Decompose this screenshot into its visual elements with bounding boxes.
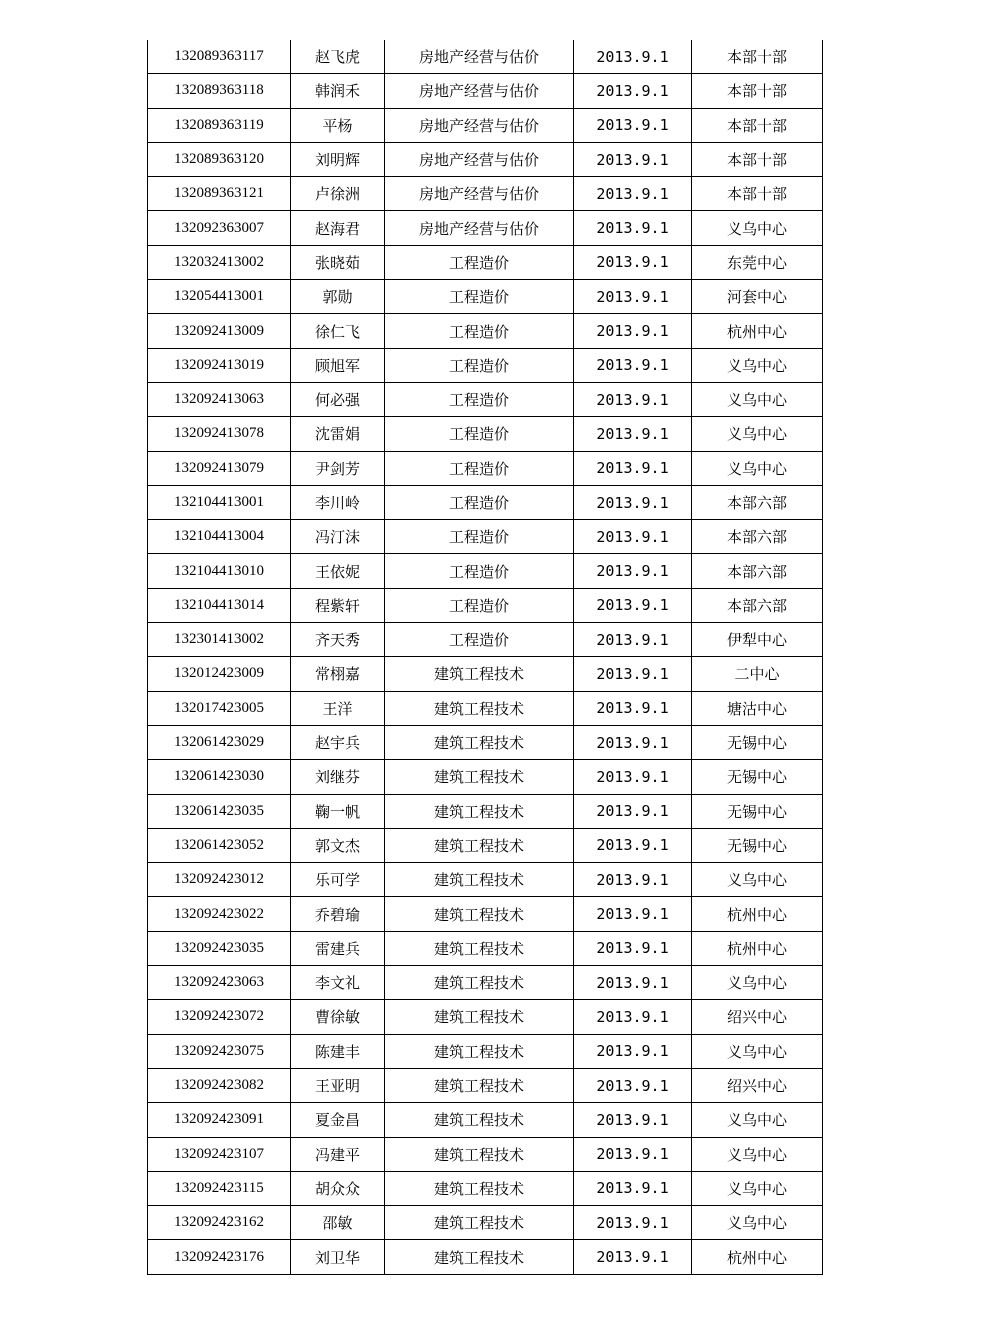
major-cell: 工程造价 bbox=[385, 451, 574, 485]
major-cell: 建筑工程技术 bbox=[385, 828, 574, 862]
table-row bbox=[148, 1171, 823, 1205]
major-cell: 建筑工程技术 bbox=[385, 760, 574, 794]
table-row bbox=[148, 966, 823, 1000]
enrollment-date-cell: 2013.9.1 bbox=[574, 1137, 692, 1171]
study-center-cell: 二中心 bbox=[692, 657, 823, 691]
table-row bbox=[148, 40, 823, 74]
student-name-cell: 徐仁飞 bbox=[291, 314, 385, 348]
student-name-cell: 刘卫华 bbox=[291, 1240, 385, 1274]
student-id-cell: 132089363118 bbox=[148, 74, 291, 108]
student-id-cell: 132092423091 bbox=[148, 1103, 291, 1137]
enrollment-date-cell: 2013.9.1 bbox=[574, 142, 692, 176]
table-row bbox=[148, 725, 823, 759]
student-id-cell: 132092423082 bbox=[148, 1068, 291, 1102]
major-cell: 建筑工程技术 bbox=[385, 794, 574, 828]
student-name-cell: 沈雷娟 bbox=[291, 417, 385, 451]
student-name-cell: 尹剑芳 bbox=[291, 451, 385, 485]
major-cell: 建筑工程技术 bbox=[385, 966, 574, 1000]
enrollment-date-cell: 2013.9.1 bbox=[574, 691, 692, 725]
student-roster-sheet bbox=[147, 40, 822, 1275]
table-row bbox=[148, 1137, 823, 1171]
table-row bbox=[148, 74, 823, 108]
student-name-cell: 郭勋 bbox=[291, 280, 385, 314]
student-name-cell: 程紫轩 bbox=[291, 588, 385, 622]
student-id-cell: 132301413002 bbox=[148, 623, 291, 657]
major-cell: 建筑工程技术 bbox=[385, 657, 574, 691]
table-row bbox=[148, 382, 823, 416]
major-cell: 工程造价 bbox=[385, 417, 574, 451]
table-row bbox=[148, 485, 823, 519]
table-row bbox=[148, 931, 823, 965]
student-id-cell: 132012423009 bbox=[148, 657, 291, 691]
major-cell: 工程造价 bbox=[385, 623, 574, 657]
student-name-cell: 王洋 bbox=[291, 691, 385, 725]
enrollment-date-cell: 2013.9.1 bbox=[574, 108, 692, 142]
enrollment-date-cell: 2013.9.1 bbox=[574, 314, 692, 348]
table-row bbox=[148, 142, 823, 176]
student-id-cell: 132104413014 bbox=[148, 588, 291, 622]
enrollment-date-cell: 2013.9.1 bbox=[574, 177, 692, 211]
major-cell: 建筑工程技术 bbox=[385, 897, 574, 931]
student-name-cell: 王依妮 bbox=[291, 554, 385, 588]
major-cell: 工程造价 bbox=[385, 382, 574, 416]
student-id-cell: 132089363121 bbox=[148, 177, 291, 211]
study-center-cell: 无锡中心 bbox=[692, 760, 823, 794]
enrollment-date-cell: 2013.9.1 bbox=[574, 1000, 692, 1034]
table-row bbox=[148, 245, 823, 279]
enrollment-date-cell: 2013.9.1 bbox=[574, 1103, 692, 1137]
student-name-cell: 赵宇兵 bbox=[291, 725, 385, 759]
major-cell: 建筑工程技术 bbox=[385, 931, 574, 965]
student-id-cell: 132092413019 bbox=[148, 348, 291, 382]
study-center-cell: 塘沽中心 bbox=[692, 691, 823, 725]
major-cell: 工程造价 bbox=[385, 280, 574, 314]
student-id-cell: 132092423107 bbox=[148, 1137, 291, 1171]
major-cell: 工程造价 bbox=[385, 314, 574, 348]
major-cell: 房地产经营与估价 bbox=[385, 211, 574, 245]
student-id-cell: 132092423176 bbox=[148, 1240, 291, 1274]
student-name-cell: 韩润禾 bbox=[291, 74, 385, 108]
enrollment-date-cell: 2013.9.1 bbox=[574, 40, 692, 74]
enrollment-date-cell: 2013.9.1 bbox=[574, 1206, 692, 1240]
student-name-cell: 刘继芬 bbox=[291, 760, 385, 794]
study-center-cell: 无锡中心 bbox=[692, 725, 823, 759]
enrollment-date-cell: 2013.9.1 bbox=[574, 863, 692, 897]
student-name-cell: 平杨 bbox=[291, 108, 385, 142]
table-row bbox=[148, 314, 823, 348]
student-name-cell: 陈建丰 bbox=[291, 1034, 385, 1068]
enrollment-date-cell: 2013.9.1 bbox=[574, 245, 692, 279]
table-row bbox=[148, 1034, 823, 1068]
student-id-cell: 132092423162 bbox=[148, 1206, 291, 1240]
student-id-cell: 132092423035 bbox=[148, 931, 291, 965]
major-cell: 工程造价 bbox=[385, 588, 574, 622]
student-name-cell: 顾旭军 bbox=[291, 348, 385, 382]
enrollment-date-cell: 2013.9.1 bbox=[574, 1034, 692, 1068]
study-center-cell: 绍兴中心 bbox=[692, 1000, 823, 1034]
enrollment-date-cell: 2013.9.1 bbox=[574, 348, 692, 382]
study-center-cell: 本部六部 bbox=[692, 588, 823, 622]
student-name-cell: 齐天秀 bbox=[291, 623, 385, 657]
study-center-cell: 义乌中心 bbox=[692, 1206, 823, 1240]
table-row bbox=[148, 1000, 823, 1034]
major-cell: 建筑工程技术 bbox=[385, 691, 574, 725]
student-name-cell: 郭文杰 bbox=[291, 828, 385, 862]
study-center-cell: 本部六部 bbox=[692, 485, 823, 519]
table-row bbox=[148, 588, 823, 622]
table-row bbox=[148, 760, 823, 794]
major-cell: 工程造价 bbox=[385, 245, 574, 279]
roster-table-body bbox=[148, 40, 823, 1274]
student-id-cell: 132061423030 bbox=[148, 760, 291, 794]
enrollment-date-cell: 2013.9.1 bbox=[574, 1171, 692, 1205]
table-row bbox=[148, 1240, 823, 1274]
major-cell: 建筑工程技术 bbox=[385, 863, 574, 897]
enrollment-date-cell: 2013.9.1 bbox=[574, 520, 692, 554]
study-center-cell: 杭州中心 bbox=[692, 897, 823, 931]
student-id-cell: 132061423029 bbox=[148, 725, 291, 759]
major-cell: 建筑工程技术 bbox=[385, 1171, 574, 1205]
student-id-cell: 132089363119 bbox=[148, 108, 291, 142]
study-center-cell: 义乌中心 bbox=[692, 211, 823, 245]
study-center-cell: 东莞中心 bbox=[692, 245, 823, 279]
student-name-cell: 刘明辉 bbox=[291, 142, 385, 176]
student-id-cell: 132092413078 bbox=[148, 417, 291, 451]
table-row bbox=[148, 280, 823, 314]
student-id-cell: 132092413009 bbox=[148, 314, 291, 348]
major-cell: 工程造价 bbox=[385, 520, 574, 554]
student-id-cell: 132092423063 bbox=[148, 966, 291, 1000]
student-name-cell: 夏金昌 bbox=[291, 1103, 385, 1137]
major-cell: 建筑工程技术 bbox=[385, 725, 574, 759]
student-name-cell: 乔碧瑜 bbox=[291, 897, 385, 931]
major-cell: 工程造价 bbox=[385, 485, 574, 519]
student-name-cell: 张晓茹 bbox=[291, 245, 385, 279]
student-name-cell: 何必强 bbox=[291, 382, 385, 416]
study-center-cell: 本部十部 bbox=[692, 74, 823, 108]
enrollment-date-cell: 2013.9.1 bbox=[574, 382, 692, 416]
study-center-cell: 义乌中心 bbox=[692, 451, 823, 485]
major-cell: 房地产经营与估价 bbox=[385, 74, 574, 108]
enrollment-date-cell: 2013.9.1 bbox=[574, 280, 692, 314]
student-name-cell: 常栩嘉 bbox=[291, 657, 385, 691]
student-id-cell: 132092413079 bbox=[148, 451, 291, 485]
major-cell: 工程造价 bbox=[385, 348, 574, 382]
enrollment-date-cell: 2013.9.1 bbox=[574, 623, 692, 657]
student-name-cell: 雷建兵 bbox=[291, 931, 385, 965]
enrollment-date-cell: 2013.9.1 bbox=[574, 794, 692, 828]
student-id-cell: 132092363007 bbox=[148, 211, 291, 245]
study-center-cell: 本部六部 bbox=[692, 520, 823, 554]
table-row bbox=[148, 794, 823, 828]
study-center-cell: 杭州中心 bbox=[692, 1240, 823, 1274]
student-name-cell: 赵飞虎 bbox=[291, 40, 385, 74]
enrollment-date-cell: 2013.9.1 bbox=[574, 451, 692, 485]
study-center-cell: 义乌中心 bbox=[692, 1103, 823, 1137]
student-name-cell: 王亚明 bbox=[291, 1068, 385, 1102]
major-cell: 建筑工程技术 bbox=[385, 1137, 574, 1171]
major-cell: 建筑工程技术 bbox=[385, 1103, 574, 1137]
table-row bbox=[148, 1206, 823, 1240]
student-id-cell: 132092423075 bbox=[148, 1034, 291, 1068]
major-cell: 工程造价 bbox=[385, 554, 574, 588]
enrollment-date-cell: 2013.9.1 bbox=[574, 554, 692, 588]
student-name-cell: 李文礼 bbox=[291, 966, 385, 1000]
table-row bbox=[148, 863, 823, 897]
major-cell: 房地产经营与估价 bbox=[385, 40, 574, 74]
table-row bbox=[148, 108, 823, 142]
enrollment-date-cell: 2013.9.1 bbox=[574, 897, 692, 931]
major-cell: 建筑工程技术 bbox=[385, 1034, 574, 1068]
major-cell: 房地产经营与估价 bbox=[385, 108, 574, 142]
enrollment-date-cell: 2013.9.1 bbox=[574, 725, 692, 759]
table-row bbox=[148, 1103, 823, 1137]
enrollment-date-cell: 2013.9.1 bbox=[574, 760, 692, 794]
study-center-cell: 义乌中心 bbox=[692, 1171, 823, 1205]
study-center-cell: 无锡中心 bbox=[692, 794, 823, 828]
study-center-cell: 无锡中心 bbox=[692, 828, 823, 862]
study-center-cell: 杭州中心 bbox=[692, 314, 823, 348]
student-id-cell: 132089363117 bbox=[148, 40, 291, 74]
major-cell: 房地产经营与估价 bbox=[385, 177, 574, 211]
study-center-cell: 杭州中心 bbox=[692, 931, 823, 965]
table-row bbox=[148, 520, 823, 554]
study-center-cell: 河套中心 bbox=[692, 280, 823, 314]
student-id-cell: 132092423022 bbox=[148, 897, 291, 931]
study-center-cell: 本部十部 bbox=[692, 40, 823, 74]
student-name-cell: 冯建平 bbox=[291, 1137, 385, 1171]
major-cell: 房地产经营与估价 bbox=[385, 142, 574, 176]
study-center-cell: 本部十部 bbox=[692, 142, 823, 176]
enrollment-date-cell: 2013.9.1 bbox=[574, 211, 692, 245]
study-center-cell: 义乌中心 bbox=[692, 417, 823, 451]
student-name-cell: 鞠一帆 bbox=[291, 794, 385, 828]
student-id-cell: 132054413001 bbox=[148, 280, 291, 314]
student-name-cell: 邵敏 bbox=[291, 1206, 385, 1240]
table-row bbox=[148, 348, 823, 382]
student-roster-table bbox=[147, 40, 823, 1275]
enrollment-date-cell: 2013.9.1 bbox=[574, 417, 692, 451]
student-id-cell: 132089363120 bbox=[148, 142, 291, 176]
table-row bbox=[148, 451, 823, 485]
table-row bbox=[148, 417, 823, 451]
student-name-cell: 卢徐洲 bbox=[291, 177, 385, 211]
enrollment-date-cell: 2013.9.1 bbox=[574, 485, 692, 519]
student-id-cell: 132092423115 bbox=[148, 1171, 291, 1205]
study-center-cell: 义乌中心 bbox=[692, 348, 823, 382]
student-id-cell: 132092423012 bbox=[148, 863, 291, 897]
enrollment-date-cell: 2013.9.1 bbox=[574, 966, 692, 1000]
student-id-cell: 132104413001 bbox=[148, 485, 291, 519]
table-row bbox=[148, 623, 823, 657]
study-center-cell: 义乌中心 bbox=[692, 966, 823, 1000]
table-row bbox=[148, 897, 823, 931]
major-cell: 建筑工程技术 bbox=[385, 1240, 574, 1274]
table-row bbox=[148, 554, 823, 588]
enrollment-date-cell: 2013.9.1 bbox=[574, 588, 692, 622]
study-center-cell: 义乌中心 bbox=[692, 863, 823, 897]
enrollment-date-cell: 2013.9.1 bbox=[574, 1240, 692, 1274]
table-row bbox=[148, 177, 823, 211]
study-center-cell: 义乌中心 bbox=[692, 1034, 823, 1068]
student-name-cell: 胡众众 bbox=[291, 1171, 385, 1205]
major-cell: 建筑工程技术 bbox=[385, 1206, 574, 1240]
student-id-cell: 132092423072 bbox=[148, 1000, 291, 1034]
student-name-cell: 乐可学 bbox=[291, 863, 385, 897]
study-center-cell: 义乌中心 bbox=[692, 1137, 823, 1171]
student-name-cell: 曹徐敏 bbox=[291, 1000, 385, 1034]
table-row bbox=[148, 828, 823, 862]
major-cell: 建筑工程技术 bbox=[385, 1000, 574, 1034]
enrollment-date-cell: 2013.9.1 bbox=[574, 931, 692, 965]
table-row bbox=[148, 691, 823, 725]
student-id-cell: 132032413002 bbox=[148, 245, 291, 279]
enrollment-date-cell: 2013.9.1 bbox=[574, 828, 692, 862]
study-center-cell: 绍兴中心 bbox=[692, 1068, 823, 1102]
study-center-cell: 本部十部 bbox=[692, 108, 823, 142]
student-name-cell: 冯汀沫 bbox=[291, 520, 385, 554]
student-id-cell: 132104413010 bbox=[148, 554, 291, 588]
student-id-cell: 132061423052 bbox=[148, 828, 291, 862]
study-center-cell: 本部十部 bbox=[692, 177, 823, 211]
enrollment-date-cell: 2013.9.1 bbox=[574, 1068, 692, 1102]
table-row bbox=[148, 211, 823, 245]
study-center-cell: 伊犁中心 bbox=[692, 623, 823, 657]
enrollment-date-cell: 2013.9.1 bbox=[574, 74, 692, 108]
student-name-cell: 赵海君 bbox=[291, 211, 385, 245]
major-cell: 建筑工程技术 bbox=[385, 1068, 574, 1102]
study-center-cell: 本部六部 bbox=[692, 554, 823, 588]
table-row bbox=[148, 1068, 823, 1102]
enrollment-date-cell: 2013.9.1 bbox=[574, 657, 692, 691]
student-id-cell: 132104413004 bbox=[148, 520, 291, 554]
study-center-cell: 义乌中心 bbox=[692, 382, 823, 416]
student-id-cell: 132061423035 bbox=[148, 794, 291, 828]
student-id-cell: 132092413063 bbox=[148, 382, 291, 416]
table-row bbox=[148, 657, 823, 691]
student-name-cell: 李川岭 bbox=[291, 485, 385, 519]
student-id-cell: 132017423005 bbox=[148, 691, 291, 725]
